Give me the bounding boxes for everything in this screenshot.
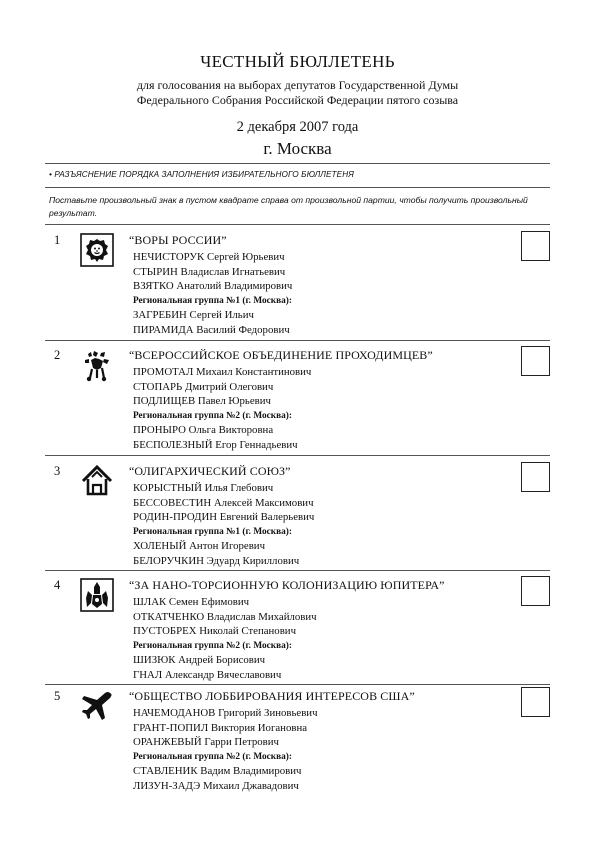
candidate-list	[133, 481, 314, 569]
instructions-heading: • РАЗЪЯСНЕНИЕ ПОРЯДКА ЗАПОЛНЕНИЯ ИЗБИРАТЕЛЬНОГО БЮЛЛЕТЕНЯ	[49, 170, 354, 179]
candidate: ЗАГРЕБИН Сергей Ильич	[133, 309, 254, 322]
candidate: НЕЧИСТОРУК Сергей Юрьевич	[133, 251, 285, 263]
vote-checkbox[interactable]	[521, 462, 550, 492]
candidate: ВЗЯТКО Анатолий Владимирович	[133, 280, 293, 293]
candidate: БЕЛОРУЧКИН Эдуард Кириллович	[133, 554, 300, 567]
candidate: ГРАНТ-ПОПИЛ Виктория Иогановна	[133, 721, 308, 734]
party-name: “ОЛИГАРХИЧЕСКИЙ СОЮЗ”	[129, 464, 291, 478]
candidate: БЕССОВЕСТИН Алексей Максимович	[133, 496, 314, 509]
divider	[45, 187, 550, 188]
candidate: ГНАЛ Александр Вячеславович	[133, 668, 282, 681]
party-number: 3	[54, 464, 61, 478]
regional-group-label: Региональная группа №2 (г. Москва):	[133, 751, 292, 762]
subtitle-line-2: Федерального Собрания Российской Федерации пятого созыва	[136, 93, 459, 107]
candidate: СТЫРИН Владислав Игнатьевич	[133, 265, 286, 278]
candidate: ПИРАМИДА Василий Федорович	[133, 323, 290, 336]
party-number: 4	[54, 578, 61, 592]
vote-checkbox[interactable]	[521, 231, 550, 261]
candidate: ПУСТОБРЕХ Николай Степанович	[133, 625, 296, 638]
candidate: ОРАНЖЕВЫЙ Гарри Петрович	[133, 736, 279, 749]
candidate-list	[133, 250, 292, 338]
candidate-list	[133, 365, 311, 453]
regional-group-label: Региональная группа №2 (г. Москва):	[133, 410, 292, 421]
house-icon	[80, 464, 114, 498]
divider	[45, 684, 550, 685]
divider	[45, 340, 550, 341]
party-number: 2	[54, 348, 61, 362]
candidate: ПОДЛИЩЕВ Павел Юрьевич	[133, 395, 271, 408]
vote-checkbox[interactable]	[521, 346, 550, 376]
party-number: 1	[54, 233, 61, 247]
party-name: “ВОРЫ РОССИИ”	[129, 233, 227, 247]
vote-checkbox[interactable]	[521, 576, 550, 606]
party-name: “ОБЩЕСТВО ЛОББИРОВАНИЯ ИНТЕРЕСОВ США”	[129, 689, 415, 703]
candidate: ЛИЗУН-ЗАДЭ Михаил Джавадович	[133, 779, 299, 792]
regional-group-label: Региональная группа №1 (г. Москва):	[133, 295, 292, 306]
lion-head-icon	[80, 233, 114, 267]
candidate: НАЧЕМОДАНОВ Григорий Зиновьевич	[133, 707, 318, 719]
candidate: СТАВЛЕНИК Вадим Владимирович	[133, 765, 302, 778]
candidate: ШЛАК Семен Ефимович	[133, 596, 250, 608]
candidate: ХОЛЕНЫЙ Антон Игоревич	[133, 540, 266, 553]
ballot-subtitle	[0, 78, 595, 108]
subtitle-line-1: для голосования на выборах депутатов Государственной Думы	[136, 78, 459, 92]
rocket-icon	[80, 578, 114, 612]
divider	[45, 570, 550, 571]
airplane-icon	[80, 689, 114, 723]
ballot-title: ЧЕСТНЫЙ БЮЛЛЕТЕНЬ	[200, 52, 395, 71]
regional-group-label: Региональная группа №1 (г. Москва):	[133, 526, 292, 537]
divider	[45, 455, 550, 456]
regional-group-label: Региональная группа №2 (г. Москва):	[133, 640, 292, 651]
party-number: 5	[54, 689, 61, 703]
candidate: ОТКАТЧЕНКО Владислав Михайлович	[133, 610, 317, 623]
vote-checkbox[interactable]	[521, 687, 550, 717]
party-name: “ВСЕРОССИЙСКОЕ ОБЪЕДИНЕНИЕ ПРОХОДИМЦЕВ”	[129, 348, 433, 362]
divider	[45, 224, 550, 225]
candidate: СТОПАРЬ Дмитрий Олегович	[133, 380, 274, 393]
party-name: “ЗА НАНО-ТОРСИОННУЮ КОЛОНИЗАЦИЮ ЮПИТЕРА”	[129, 578, 445, 592]
divider	[45, 163, 550, 164]
candidate: ПРОМОТАЛ Михаил Константинович	[133, 366, 312, 378]
candidate: КОРЫСТНЫЙ Илья Глебович	[133, 482, 274, 494]
candidate: БЕСПОЛЕЗНЫЙ Егор Геннадьевич	[133, 438, 298, 451]
election-date: 2 декабря 2007 года	[236, 119, 359, 135]
election-city: г. Москва	[263, 139, 332, 158]
candidate-list	[133, 595, 317, 683]
instructions-body: Поставьте произвольный знак в пустом квадрате справа от произвольной партии, чтобы получить произвольный результат.	[49, 195, 528, 218]
candidate-list	[133, 706, 318, 794]
tree-figure-icon	[80, 348, 114, 382]
candidate: РОДИН-ПРОДИН Евгений Валерьевич	[133, 511, 315, 524]
candidate: ПРОНЫРО Ольга Викторовна	[133, 424, 274, 437]
candidate: ШИЗЮК Андрей Борисович	[133, 654, 266, 667]
